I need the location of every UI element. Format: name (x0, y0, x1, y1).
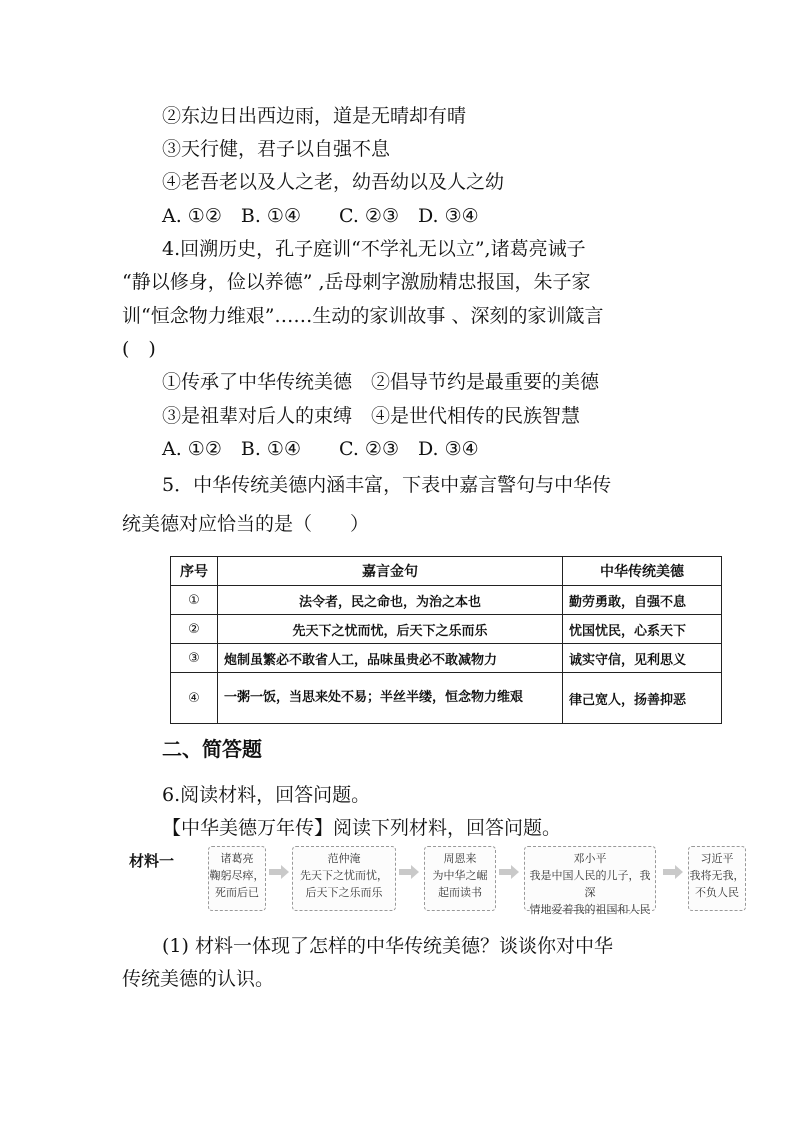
flow-box-zhou-enlai (424, 846, 496, 911)
flow-box-name: 周恩来 (443, 852, 477, 865)
material-one-flow (125, 840, 745, 920)
table-cell-quote: 先天下之忧而忧，后天下之乐而乐 (218, 615, 563, 644)
table-header-no: 序号 (171, 557, 218, 586)
table-cell-quote: 法令者，民之命也，为治之本也 (218, 586, 563, 615)
flow-box-text-2: 后天下之乐而乐 (305, 886, 383, 899)
q6-stem: 6.阅读材料，回答问题。 (162, 784, 371, 806)
table-cell-virtue: 诚实守信，见利思义 (563, 644, 722, 673)
q5-stem-line-2: 统美德对应恰当的是（ ） (122, 513, 370, 535)
q4-stem-line-1: 4.回溯历史，孔子庭训“不学礼无以立”,诸葛亮诫子 (162, 238, 586, 260)
q6-1-line-2: 传统美德的认识。 (122, 968, 275, 990)
flow-box-name: 习近平 (700, 852, 734, 865)
right-arrow-icon (398, 864, 420, 880)
q4-stem-line-3: 训“恒念物力维艰”……生动的家训故事 、深刻的家训箴言 (122, 305, 604, 327)
flow-box-text-2: 情地爱着我的祖国和人民 (529, 903, 651, 916)
q3-choices: A. ①② B. ①④ C. ②③ D. ③④ (162, 205, 479, 227)
table-row (171, 644, 722, 673)
table-cell-no: ① (171, 586, 218, 615)
material-label: 材料一 (129, 852, 175, 870)
flow-box-xi-jinping (688, 846, 746, 911)
q6-1-line-1: (1) 材料一体现了怎样的中华传统美德？谈谈你对中华 (162, 935, 613, 957)
table-header-quote: 嘉言金句 (218, 557, 563, 586)
table-cell-quote: 炮制虽繁必不敢省人工，品味虽贵必不敢减物力 (218, 644, 563, 673)
section-heading: 二、简答题 (162, 737, 262, 761)
flow-box-name: 范仲淹 (327, 852, 361, 865)
flow-box-text-1: 先天下之忧而忧， (300, 869, 388, 882)
table-cell-virtue: 忧国忧民，心系天下 (563, 615, 722, 644)
flow-box-zhuge-liang (208, 846, 266, 911)
table-header-row (171, 557, 722, 586)
q4-choices: A. ①② B. ①④ C. ②③ D. ③④ (162, 438, 479, 460)
flow-box-name: 邓小平 (573, 852, 607, 865)
flow-box-text-1: 我将无我， (689, 869, 745, 882)
table-row (171, 586, 722, 615)
flow-box-name: 诸葛亮 (220, 852, 254, 865)
flow-box-text-2: 死而后已 (215, 886, 259, 899)
option-3-text: ③天行健，君子以自强不息 (162, 138, 391, 160)
table-row (171, 673, 722, 724)
table-row (171, 615, 722, 644)
flow-box-text-1: 我是中国人民的儿子，我深 (529, 869, 651, 899)
option-4-text: ④老吾老以及人之老，幼吾幼以及人之幼 (162, 171, 505, 193)
q4-options-1-2: ①传承了中华传统美德 ②倡导节约是最重要的美德 (162, 371, 600, 393)
right-arrow-icon (662, 864, 684, 880)
right-arrow-icon (498, 864, 520, 880)
flow-box-text-2: 起而读书 (438, 886, 482, 899)
q4-options-3-4: ③是祖辈对后人的束缚 ④是世代相传的民族智慧 (162, 405, 581, 427)
table-cell-quote: 一粥一饭，当思来处不易；半丝半缕，恒念物力维艰 (218, 673, 563, 724)
q5-stem-line-1: 5．中华传统美德内涵丰富，下表中嘉言警句与中华传 (162, 474, 612, 496)
flow-box-text-1: 鞠躬尽瘁， (209, 869, 265, 882)
quotes-table (170, 556, 722, 724)
flow-box-text-1: 为中华之崛 (432, 869, 488, 882)
flow-box-text-2: 不负人民 (695, 886, 739, 899)
q6-intro: 【中华美德万年传】阅读下列材料，回答问题。 (162, 817, 562, 839)
table-cell-virtue: 勤劳勇敢，自强不息 (563, 586, 722, 615)
table-cell-no: ③ (171, 644, 218, 673)
flow-box-deng-xiaoping-content (524, 846, 656, 916)
right-arrow-icon (268, 864, 290, 880)
table-header-virtue: 中华传统美德 (563, 557, 722, 586)
q4-stem-line-2: “静以修身，俭以养德” ,岳母刺字激励精忠报国，朱子家 (122, 271, 591, 293)
flow-box-fan-zhongyan (292, 846, 396, 911)
table-cell-no: ④ (171, 673, 218, 724)
option-2-text: ②东边日出西边雨，道是无晴却有晴 (162, 105, 467, 127)
table-cell-no: ② (171, 615, 218, 644)
table-cell-virtue: 律己宽人，扬善抑恶 (563, 673, 722, 724)
q4-stem-line-4: ( ) (122, 338, 156, 360)
